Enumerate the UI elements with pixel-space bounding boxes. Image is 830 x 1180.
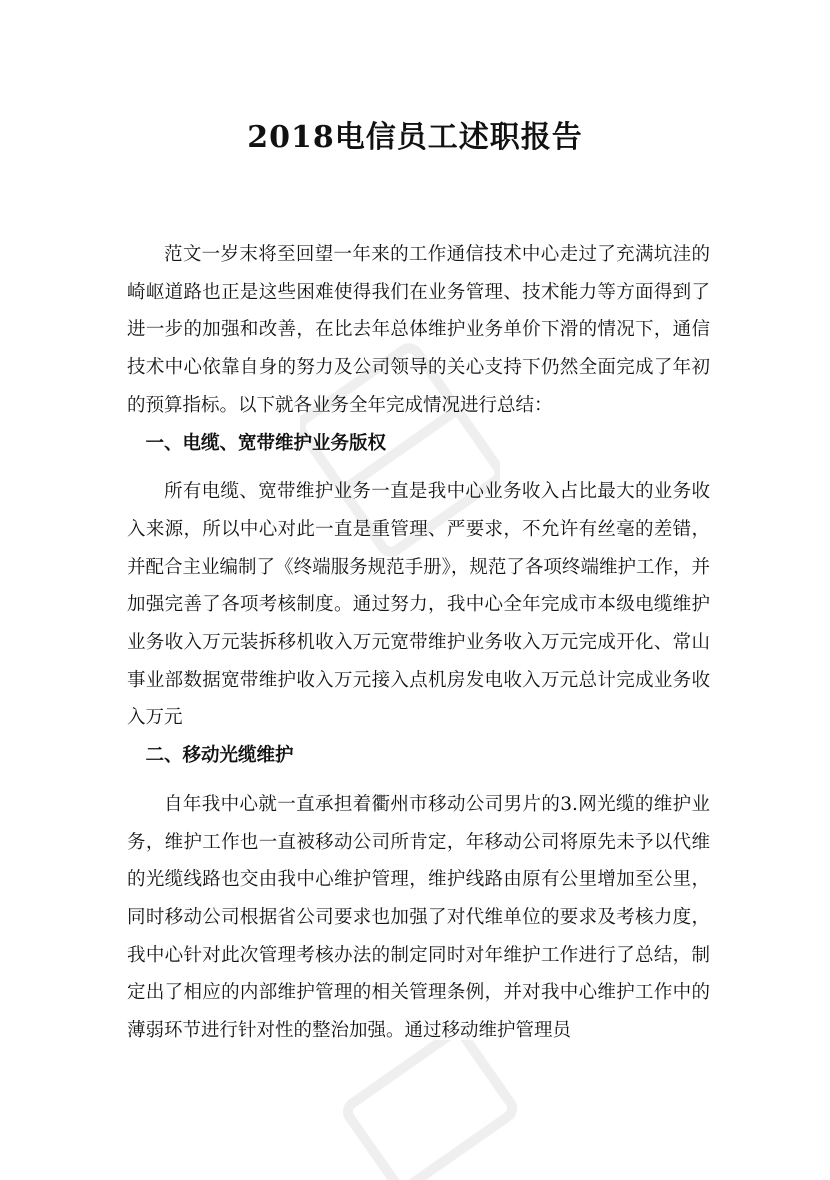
section-body-cable-broadband: 所有电缆、宽带维护业务一直是我中心业务收入占比最大的业务收入来源，所以中心对此一直是重管理、严要求，不允许有丝毫的差错，并配合主业编制了《终端服务规范手册》，规范了各项终端维护工作，并加强完善了各项考核制度。通过努力，我中心全年完成市本级电缆维护业务收入万元装拆移机收入万元宽带维护业务收入万元完成开化、常山事业部数据宽带维护收入万元接入点机房发电收入万元总计完成业务收入万元 bbox=[127, 481, 710, 729]
section-body-mobile-fiber: 自年我中心就一直承担着衢州市移动公司男片的3.网光缆的维护业务，维护工作也一直被移动公司所肯定，年移动公司将原先未予以代维的光缆线路也交由我中心维护管理，维护线路由原有公里增加至公里，同时移动公司根据省公司要求也加强了对代维单位的要求及考核力度，我中心针对此次管理考核办法的制定同时对年维护工作进行了总结，制定出了相应的内部维护管理的相关管理条例，并对我中心维护工作中的薄弱环节进行针对性的整治加强。通过移动维护管理员 bbox=[127, 793, 710, 1042]
intro-paragraph: 范文一岁末将至回望一年来的工作通信技术中心走过了充满坑洼的崎岖道路也正是这些困难使得我们在业务管理、技术能力等方面得到了进一步的加强和改善，在比去年总体维护业务单价下滑的情况下，通信技术中心依靠自身的努力及公司领导的关心支持下仍然全面完成了年初的预算指标。以下就各业务全年完成情况进行总结： bbox=[127, 244, 710, 416]
page-title: 2018电信员工述职报告 bbox=[247, 120, 583, 155]
section-heading-cable-broadband: 一、电缆、宽带维护业务版权 bbox=[145, 432, 387, 454]
section-heading-mobile-fiber: 二、移动光缆维护 bbox=[145, 745, 294, 767]
document-body bbox=[127, 236, 710, 1050]
watermark-logo-bottom bbox=[330, 1040, 530, 1180]
